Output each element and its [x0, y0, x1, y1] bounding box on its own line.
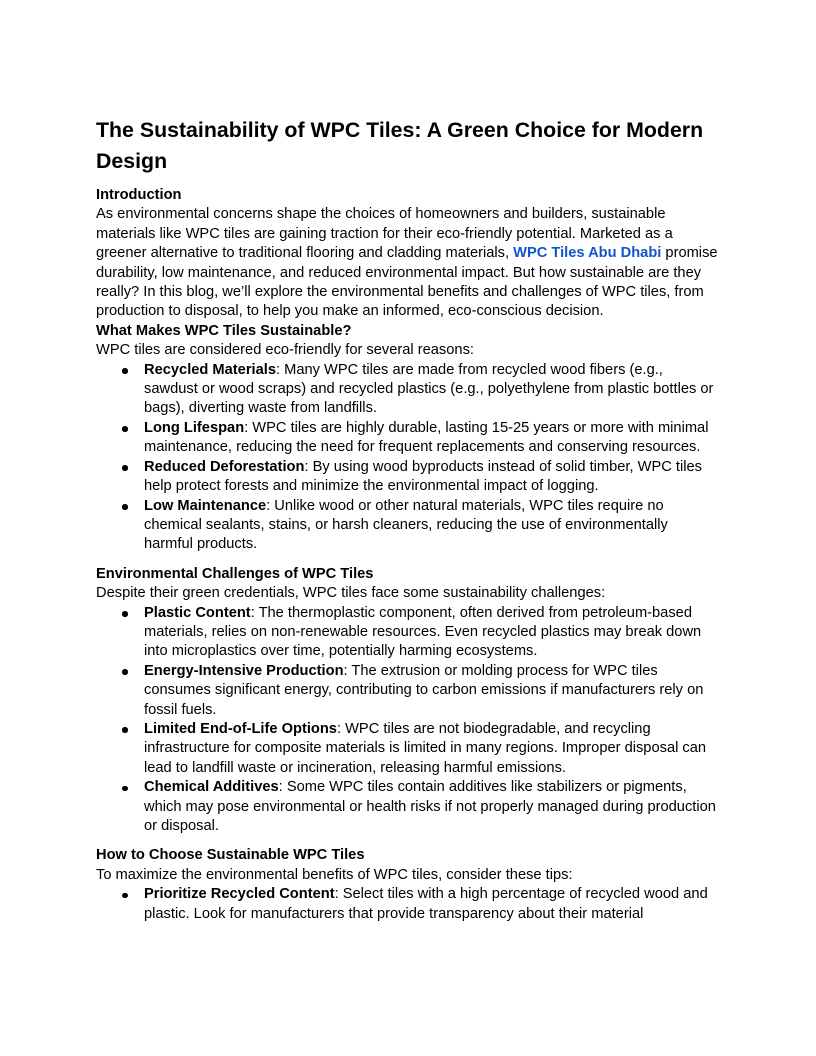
bullet-term: Prioritize Recycled Content: [144, 886, 335, 903]
choosing-tips-list: [96, 885, 720, 924]
bullet-term: Reduced Deforestation: [144, 458, 305, 475]
how-to-choose-lead: To maximize the environmental benefits of WPC tiles, consider these tips:: [96, 866, 573, 883]
what-makes-heading: What Makes WPC Tiles Sustainable?: [96, 322, 352, 339]
bullet-term: Plastic Content: [144, 604, 251, 621]
bullet-term: Limited End-of-Life Options: [144, 720, 337, 737]
wpc-tiles-abu-dhabi-link[interactable]: WPC Tiles Abu Dhabi: [513, 245, 662, 262]
bullet-desc: : Many WPC tiles are made from recycled wood fibers (e.g., sawdust or wood scraps) and recycled plastics (e.g., polyethylene from plastic bottles or bags), diverting waste from landfills.: [144, 361, 714, 417]
bullet-term: Long Lifespan: [144, 419, 245, 436]
list-item: [96, 497, 720, 555]
challenges-lead: Despite their green credentials, WPC tiles face some sustainability challenges:: [96, 585, 606, 602]
sustainability-challenges-list: [96, 604, 720, 837]
bullet-desc: : The extrusion or molding process for WPC tiles consumes significant energy, contributing to carbon emissions if manufacturers rely on fossil fuels.: [144, 662, 704, 718]
sustainability-benefits-list: [96, 361, 720, 555]
section-introduction: [96, 186, 720, 322]
bullet-desc: : By using wood byproducts instead of solid timber, WPC tiles help protect forests and minimize the environmental impact of logging.: [144, 458, 702, 495]
bullet-desc: : Unlike wood or other natural materials, WPC tiles require no chemical sealants, stains, or harsh cleaners, reducing the use of environmentally harmful products.: [144, 497, 668, 553]
introduction-paragraph: [96, 205, 720, 321]
introduction-heading: Introduction: [96, 187, 182, 203]
list-item: [96, 778, 720, 836]
introduction-text-before-link: As environmental concerns shape the choices of homeowners and builders, sustainable materials like WPC tiles are gaining traction for their eco-friendly potential. Marketed as a greener alternative to traditional flooring and cladding materials,: [96, 206, 673, 262]
bullet-desc: : WPC tiles are not biodegradable, and recycling infrastructure for composite materials is limited in many regions. Improper disposal can lead to landfill waste or incineration, releasing harmful emissions.: [144, 720, 707, 776]
bullet-desc: : Select tiles with a high percentage of recycled wood and plastic. Look for manufacturers that provide transparency about their material: [144, 886, 708, 922]
list-item: [96, 361, 720, 419]
section-what-makes-sustainable: [96, 322, 720, 555]
list-item: [96, 458, 720, 497]
list-item: [96, 604, 720, 662]
section-environmental-challenges: [96, 565, 720, 837]
bullet-term: Chemical Additives: [144, 779, 279, 796]
bullet-desc: : WPC tiles are highly durable, lasting 15-25 years or more with minimal maintenance, reducing the need for frequent replacements and conserving resources.: [144, 419, 709, 456]
challenges-heading: Environmental Challenges of WPC Tiles: [96, 565, 374, 582]
how-to-choose-heading: How to Choose Sustainable WPC Tiles: [96, 847, 365, 864]
what-makes-lead: WPC tiles are considered eco-friendly for several reasons:: [96, 342, 474, 359]
bullet-term: Low Maintenance: [144, 497, 267, 514]
list-item: [96, 720, 720, 778]
bullet-term: Energy-Intensive Production: [144, 662, 344, 679]
list-item: [96, 662, 720, 720]
bullet-term: Recycled Materials: [144, 361, 276, 378]
bullet-desc: : Some WPC tiles contain additives like stabilizers or pigments, which may pose environmental or health risks if not properly managed during production or disposal.: [144, 779, 716, 834]
introduction-text-after-link: promise durability, low maintenance, and reduced environmental impact. But how sustainable are they really? In this blog, we’ll explore the environmental benefits and challenges of WPC tiles, from production to disposal, to help you make an informed, eco-conscious decision.: [96, 245, 718, 320]
list-item: [96, 419, 720, 458]
section-how-to-choose: [96, 846, 720, 924]
document-title: The Sustainability of WPC Tiles: A Green Choice for Modern Design: [96, 118, 704, 173]
bullet-desc: : The thermoplastic component, often derived from petroleum-based materials, relies on non-renewable resources. Even recycled plastics may break down into microplastics over time, potentially harming ecosystems.: [144, 604, 702, 660]
list-item: [96, 885, 720, 924]
